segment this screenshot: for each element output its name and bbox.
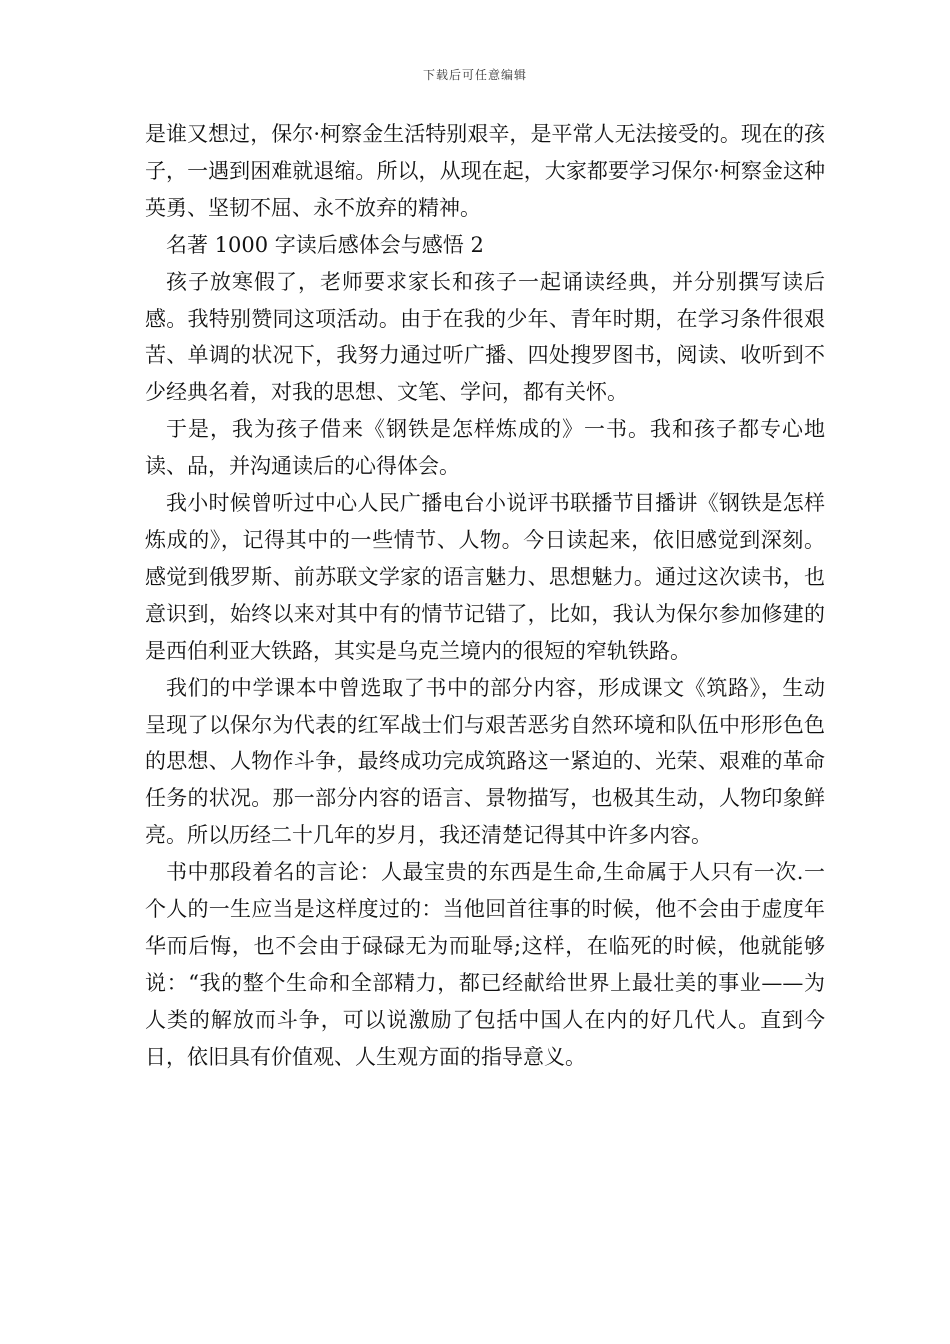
document-body <box>145 116 825 1076</box>
page-header: 下载后可任意编辑 <box>422 68 527 82</box>
paragraph-3: 我小时候曾听过中心人民广播电台小说评书联播节目播讲《钢铁是怎样炼成的》，记得其中的一些情节、人物。今日读起来，依旧感觉到深刻。感觉到俄罗斯、前苏联文学家的语言魅力、思想魅力。通过这次读书，也意识到，始终以来对其中有的情节记错了，比如，我认为保尔参加修建的是西伯利亚大铁路，其实是乌克兰境内的很短的窄轨铁路。 <box>145 491 825 663</box>
section-heading: 名著 1000 字读后感体会与感悟 2 <box>166 232 484 257</box>
paragraph-4: 我们的中学课本中曾选取了书中的部分内容，形成课文《筑路》，生动呈现了以保尔为代表的红军战士们与艰苦恶劣自然环境和队伍中形形色色的思想、人物作斗争，最终成功完成筑路这一紧迫的、光荣、艰难的革命任务的状况。那一部分内容的语言、景物描写，也极其生动，人物印象鲜亮。所以历经二十几年的岁月，我还清楚记得其中许多内容。 <box>145 675 825 848</box>
paragraph-continuation: 是谁又想过，保尔·柯察金生活特别艰辛，是平常人无法接受的。现在的孩子，一遇到困难就退缩。所以，从现在起，大家都要学习保尔·柯察金这种英勇、坚韧不屈、永不放弃的精神。 <box>145 122 825 220</box>
paragraph-1: 孩子放寒假了，老师要求家长和孩子一起诵读经典，并分别撰写读后感。我特别赞同这项活动。由于在我的少年、青年时期，在学习条件很艰苦、单调的状况下，我努力通过听广播、四处搜罗图书，阅读、收听到不少经典名着，对我的思想、文笔、学问，都有关怀。 <box>145 269 825 405</box>
paragraph-5: 书中那段着名的言论：人最宝贵的东西是生命,生命属于人只有一次.一个人的一生应当是这样度过的：当他回首往事的时候，他不会由于虚度年华而后悔，也不会由于碌碌无为而耻辱;这样，在临死的时候，他就能够说：“我的整个生命和全部精力，都已经献给世界上最壮美的事业——为人类的解放而斗争，可以说激励了包括中国人在内的好几代人。直到今日，依旧具有价值观、人生观方面的指导意义。 <box>145 860 825 1069</box>
paragraph-2: 于是，我为孩子借来《钢铁是怎样炼成的》一书。我和孩子都专心地读、品，并沟通读后的心得体会。 <box>145 417 825 479</box>
